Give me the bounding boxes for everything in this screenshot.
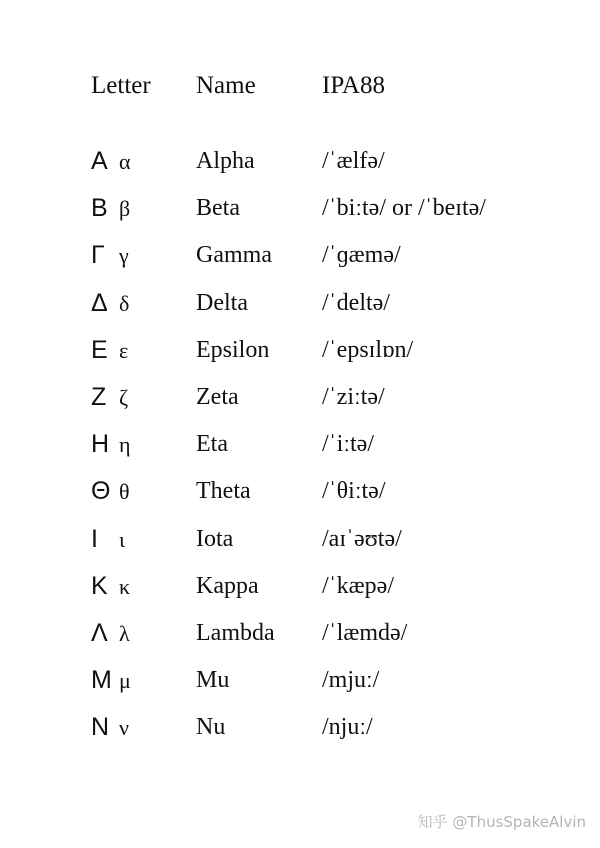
ipa-pronunciation: /ˈepsɪlɒn/ (322, 336, 414, 363)
lowercase-letter: κ (119, 573, 131, 599)
lowercase-letter: θ (119, 479, 130, 505)
uppercase-letter: Θ (91, 477, 111, 506)
lowercase-letter: λ (119, 620, 130, 646)
watermark: 知乎 @ThusSpakeAlvin (417, 813, 586, 831)
letter-name: Kappa (196, 572, 259, 599)
uppercase-letter: Ν (91, 713, 110, 742)
uppercase-letter: Μ (91, 666, 112, 695)
uppercase-letter: Α (91, 147, 108, 175)
table-row (0, 520, 600, 567)
table-row (0, 378, 600, 425)
table-row (0, 331, 600, 378)
ipa-pronunciation: /njuː/ (322, 714, 373, 741)
table-row (0, 189, 600, 236)
letter-name: Eta (196, 431, 228, 458)
table-row (0, 567, 600, 614)
uppercase-letter: Κ (91, 571, 108, 600)
uppercase-letter: Η (91, 430, 110, 459)
uppercase-letter: Δ (91, 288, 108, 317)
letter-name: Iota (196, 525, 234, 552)
header-letter: Letter (91, 72, 151, 99)
lowercase-letter: ζ (119, 384, 129, 410)
table-row (0, 472, 600, 519)
letter-name: Nu (196, 714, 226, 741)
ipa-pronunciation: /ˈkæpə/ (322, 572, 394, 599)
letter-name: Delta (196, 289, 248, 316)
lowercase-letter: δ (119, 290, 130, 316)
table-header (0, 72, 600, 106)
table-row (0, 236, 600, 283)
lowercase-letter: α (119, 149, 131, 174)
uppercase-letter: Ε (91, 335, 108, 364)
ipa-pronunciation: /ˈθiːtə/ (322, 478, 386, 505)
lowercase-letter: μ (119, 668, 131, 694)
letter-name: Zeta (196, 383, 239, 410)
ipa-pronunciation: /ˈbiːtə/ or /ˈbeɪtə/ (322, 195, 486, 222)
lowercase-letter: ι (119, 526, 125, 552)
ipa-pronunciation: /ˈlæmdə/ (322, 619, 408, 646)
ipa-pronunciation: /mjuː/ (322, 667, 380, 694)
table-row (0, 142, 600, 189)
uppercase-letter: Ι (91, 524, 98, 553)
uppercase-letter: Λ (91, 618, 108, 647)
uppercase-letter: Ζ (91, 382, 107, 411)
letter-name: Epsilon (196, 336, 270, 363)
lowercase-letter: ν (119, 715, 129, 741)
ipa-pronunciation: /aɪˈəʊtə/ (322, 525, 402, 552)
letter-name: Alpha (196, 148, 255, 174)
letter-name: Mu (196, 667, 230, 694)
letter-name: Beta (196, 195, 240, 222)
letter-name: Gamma (196, 242, 272, 269)
lowercase-letter: η (119, 432, 131, 458)
ipa-pronunciation: /ˈziːtə/ (322, 383, 385, 410)
greek-letter-table (0, 142, 600, 755)
uppercase-letter: Β (91, 194, 108, 223)
table-row (0, 661, 600, 708)
table-row (0, 284, 600, 331)
lowercase-letter: ε (119, 337, 129, 363)
table-row (0, 425, 600, 472)
letter-name: Lambda (196, 619, 275, 646)
table-row (0, 708, 600, 755)
lowercase-letter: β (119, 196, 131, 222)
lowercase-letter: γ (119, 243, 129, 269)
header-ipa: IPA88 (322, 72, 385, 99)
header-name: Name (196, 72, 256, 99)
ipa-pronunciation: /ˈdeltə/ (322, 289, 390, 316)
uppercase-letter: Γ (91, 241, 105, 270)
ipa-pronunciation: /ˈɡæmə/ (322, 242, 401, 269)
table-row (0, 614, 600, 661)
ipa-pronunciation: /ˈælfə/ (322, 148, 385, 174)
ipa-pronunciation: /ˈiːtə/ (322, 431, 374, 458)
letter-name: Theta (196, 478, 251, 505)
